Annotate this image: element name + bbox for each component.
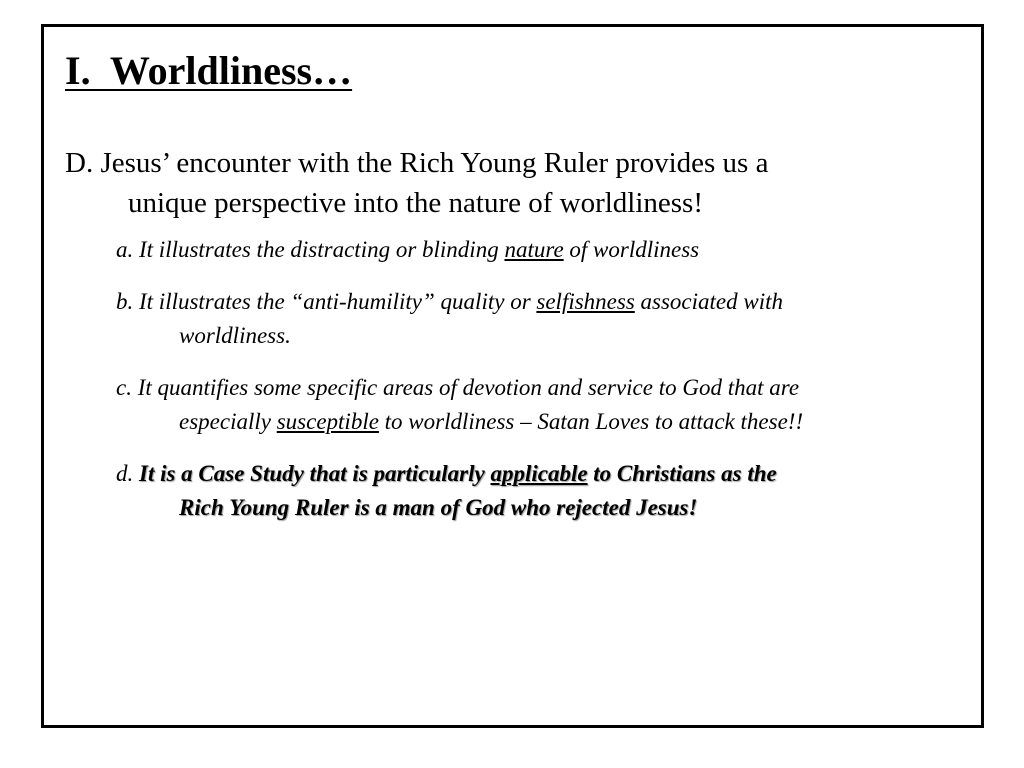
sub-point-b (116, 285, 976, 353)
sub-point-d-marker: d. (116, 461, 139, 486)
sub-point-c (116, 371, 976, 439)
sub-point-c-continuation (116, 405, 976, 439)
sub-point-a-underlined: nature (504, 237, 564, 262)
sub-point-c-text-before: especially (179, 409, 277, 434)
slide-title: I. Worldliness… (65, 48, 353, 93)
sub-point-a-text-before: a. It illustrates the distracting or blinding (116, 237, 505, 262)
sub-point-d-continuation: Rich Young Ruler is a man of God who rejected Jesus! (179, 495, 698, 520)
sub-point-a (116, 233, 976, 267)
sub-point-c-text-after: to worldliness – Satan Loves to attack these!! (378, 409, 804, 434)
sub-point-b-underlined: selfishness (536, 289, 635, 314)
sub-point-d-text-before: It is a Case Study that is particularly (139, 461, 491, 486)
slide-frame (41, 24, 984, 728)
sub-point-c-line1: c. It quantifies some specific areas of devotion and service to God that are (116, 375, 800, 400)
sub-point-d-text-after: to Christians as the (587, 461, 777, 486)
main-point-d-line1: D. Jesus’ encounter with the Rich Young Ruler provides us a (65, 147, 769, 179)
main-point-d-line2: unique perspective into the nature of worldliness! (128, 187, 704, 219)
main-point-d (65, 143, 945, 223)
sub-point-d-emphasis (116, 461, 976, 525)
sub-point-a-text-after: of worldliness (563, 237, 700, 262)
sub-point-d (116, 457, 976, 525)
sub-point-c-underlined: susceptible (276, 409, 379, 434)
sub-point-b-text-after: associated with (634, 289, 784, 314)
sub-point-b-continuation: worldliness. (179, 323, 291, 348)
sub-point-d-underlined: applicable (490, 461, 588, 486)
sub-point-b-text-before: b. It illustrates the “anti-humility” quality or (116, 289, 537, 314)
